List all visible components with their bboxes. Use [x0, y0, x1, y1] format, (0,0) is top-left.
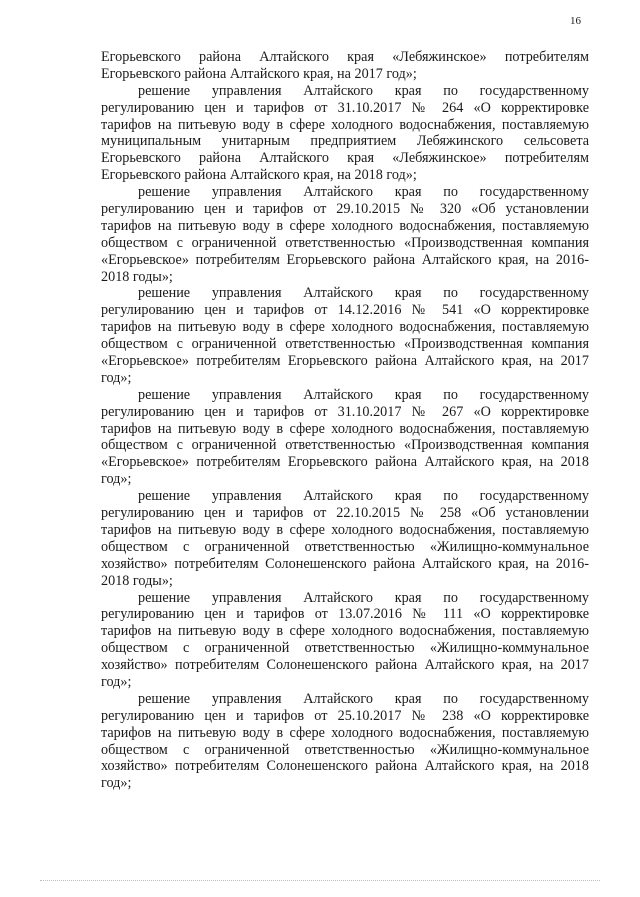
text-line: решение управления Алтайского края по государственному: [138, 82, 589, 99]
text-line: решение управления Алтайского края по государственному: [138, 285, 589, 302]
text-line: год»;: [101, 369, 132, 386]
paragraph: [101, 590, 589, 691]
text-line: муниципальным унитарным предприятием Лебяжинского сельсовета: [101, 133, 589, 150]
page-number: 16: [570, 15, 581, 27]
text-line: год»;: [101, 775, 132, 792]
text-line: регулированию цен и тарифов от 22.10.2015 № 258 «Об установлении: [101, 505, 589, 522]
text-line: тарифов на питьевую воду в сфере холодного водоснабжения, поставляемую: [101, 319, 589, 336]
text-line: Егорьевского района Алтайского края, на 2017 год»;: [101, 65, 417, 82]
text-line: обществом с ограниченной ответственностью «Жилищно-коммунальное: [101, 741, 589, 758]
document-body: [101, 49, 589, 792]
text-line: тарифов на питьевую воду в сфере холодного водоснабжения, поставляемую: [101, 521, 589, 538]
text-line: регулированию цен и тарифов от 29.10.2015 № 320 «Об установлении: [101, 201, 589, 218]
paragraph: [101, 49, 589, 83]
text-line: хозяйство» потребителям Солонешенского района Алтайского края, на 2017: [101, 657, 589, 674]
text-line: Егорьевского района Алтайского края «Лебяжинское» потребителям: [101, 49, 589, 65]
paragraph: [101, 387, 589, 488]
text-line: год»;: [101, 673, 132, 690]
paragraph: [101, 83, 589, 184]
text-line: год»;: [101, 471, 132, 488]
text-line: 2018 годы»;: [101, 572, 173, 589]
paragraph: [101, 691, 589, 792]
text-line: тарифов на питьевую воду в сфере холодного водоснабжения, поставляемую: [101, 724, 589, 741]
text-line: регулированию цен и тарифов от 31.10.2017 № 264 «О корректировке: [101, 99, 589, 116]
text-line: обществом с ограниченной ответственностью «Жилищно-коммунальное: [101, 640, 589, 657]
text-line: 2018 годы»;: [101, 268, 173, 285]
text-line: решение управления Алтайского края по государственному: [138, 589, 589, 606]
text-line: решение управления Алтайского края по государственному: [138, 184, 589, 201]
text-line: обществом с ограниченной ответственностью «Производственная компания: [101, 437, 589, 454]
text-line: решение управления Алтайского края по государственному: [138, 386, 589, 403]
text-line: решение управления Алтайского края по государственному: [138, 488, 589, 505]
text-line: регулированию цен и тарифов от 25.10.2017 № 238 «О корректировке: [101, 707, 589, 724]
text-line: тарифов на питьевую воду в сфере холодного водоснабжения, поставляемую: [101, 116, 589, 133]
text-line: Егорьевского района Алтайского края, на 2018 год»;: [101, 167, 417, 184]
text-line: обществом с ограниченной ответственностью «Жилищно-коммунальное: [101, 538, 589, 555]
text-line: тарифов на питьевую воду в сфере холодного водоснабжения, поставляемую: [101, 623, 589, 640]
text-line: «Егорьевское» потребителям Егорьевского района Алтайского края, на 2018: [101, 454, 589, 471]
text-line: хозяйство» потребителям Солонешенского района Алтайского края, на 2018: [101, 758, 589, 775]
text-line: тарифов на питьевую воду в сфере холодного водоснабжения, поставляемую: [101, 217, 589, 234]
text-line: тарифов на питьевую воду в сфере холодного водоснабжения, поставляемую: [101, 420, 589, 437]
paragraph: [101, 285, 589, 386]
text-line: Егорьевского района Алтайского края «Лебяжинское» потребителям: [101, 150, 589, 167]
paragraph: [101, 488, 589, 589]
bottom-scan-edge: [40, 880, 600, 881]
text-line: «Егорьевское» потребителям Егорьевского района Алтайского края, на 2017: [101, 353, 589, 370]
text-line: решение управления Алтайского края по государственному: [138, 690, 589, 707]
text-line: регулированию цен и тарифов от 31.10.2017 № 267 «О корректировке: [101, 403, 589, 420]
text-line: регулированию цен и тарифов от 13.07.2016 № 111 «О корректировке: [101, 606, 589, 623]
paragraph: [101, 184, 589, 285]
text-line: регулированию цен и тарифов от 14.12.2016 № 541 «О корректировке: [101, 302, 589, 319]
text-line: обществом с ограниченной ответственностью «Производственная компания: [101, 234, 589, 251]
text-line: «Егорьевское» потребителям Егорьевского района Алтайского края, на 2016-: [101, 251, 589, 268]
text-line: обществом с ограниченной ответственностью «Производственная компания: [101, 336, 589, 353]
text-line: хозяйство» потребителям Солонешенского района Алтайского края, на 2016-: [101, 555, 589, 572]
